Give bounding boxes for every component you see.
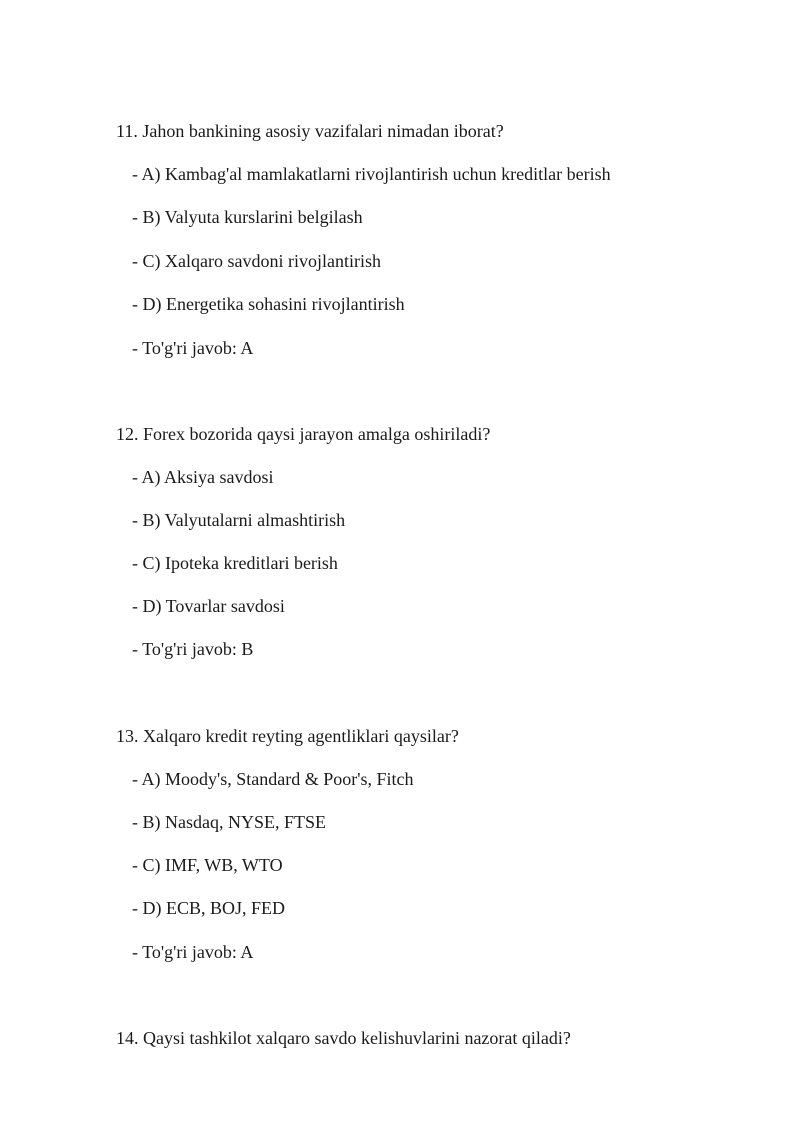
question-12-answer: - To'g'ri javob: B: [132, 639, 254, 659]
question-14: 14. Qaysi tashkilot xalqaro savdo kelishuvlarini nazorat qiladi?: [116, 1028, 571, 1048]
question-11-option-d: - D) Energetika sohasini rivojlantirish: [132, 294, 405, 314]
question-13-answer: - To'g'ri javob: A: [132, 942, 254, 962]
question-12-option-d: - D) Tovarlar savdosi: [132, 596, 285, 616]
question-12-option-c: - C) Ipoteka kreditlari berish: [132, 553, 338, 573]
question-12-option-b: - B) Valyutalarni almashtirish: [132, 510, 346, 530]
question-11-answer: - To'g'ri javob: A: [132, 338, 254, 358]
question-11-option-c: - C) Xalqaro savdoni rivojlantirish: [132, 251, 381, 271]
question-13-option-c: - C) IMF, WB, WTO: [132, 855, 283, 875]
question-13-option-b: - B) Nasdaq, NYSE, FTSE: [132, 812, 326, 832]
question-13-option-a: - A) Moody's, Standard & Poor's, Fitch: [132, 769, 414, 789]
question-11-option-b: - B) Valyuta kurslarini belgilash: [132, 207, 363, 227]
question-11: 11. Jahon bankining asosiy vazifalari nimadan iborat?: [116, 121, 504, 141]
question-12: 12. Forex bozorida qaysi jarayon amalga oshiriladi?: [116, 424, 491, 444]
question-13: 13. Xalqaro kredit reyting agentliklari qaysilar?: [116, 726, 459, 746]
question-13-option-d: - D) ECB, BOJ, FED: [132, 898, 286, 918]
question-12-option-a: - A) Aksiya savdosi: [132, 467, 274, 487]
question-11-option-a: - A) Kambag'al mamlakatlarni rivojlantirish uchun kreditlar berish: [132, 164, 611, 184]
